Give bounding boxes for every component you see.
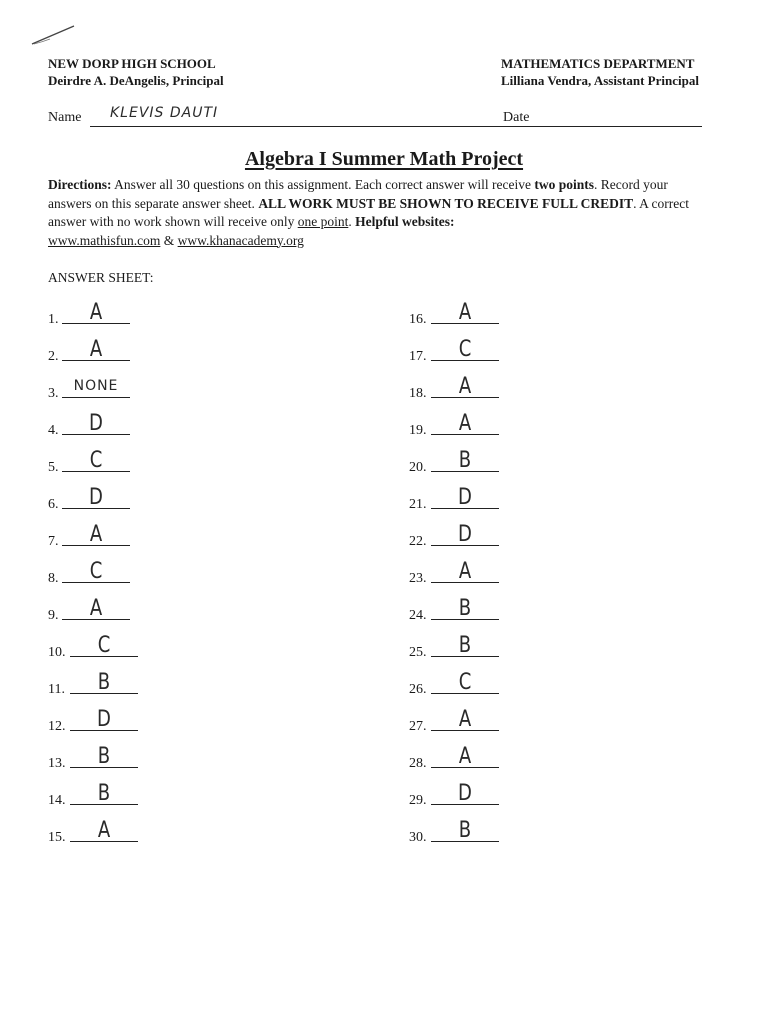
directions-bold-points: two points [534,177,595,192]
handwritten-answer: A [89,300,103,325]
answer-row [48,485,168,515]
answer-row [409,670,529,700]
handwritten-answer: D [89,411,103,436]
handwritten-answer: C [458,670,472,695]
answer-row [48,337,168,367]
handwritten-answer: C [89,448,103,473]
handwritten-answer: A [458,300,472,325]
answer-number: 15. [48,830,66,845]
handwritten-answer: A [89,596,103,621]
link-separator: & [160,232,178,248]
answer-number: 4. [48,423,59,438]
answer-number: 14. [48,793,66,808]
assistant-principal-name: Lilliana Vendra, Assistant Principal [501,73,699,88]
handwritten-answer: NONE [73,378,119,394]
handwritten-answer: C [97,633,111,658]
handwritten-answer: D [89,485,103,510]
directions-text-2: . Record your answers on this separate answer sheet. [48,177,668,211]
answer-row [48,300,168,330]
name-handwritten-value: KLEVIS DAUTI [110,105,219,121]
answer-number: 5. [48,460,59,475]
answer-number: 12. [48,719,66,734]
answer-number: 26. [409,682,427,697]
answer-number: 24. [409,608,427,623]
answer-row [409,781,529,811]
answer-row [409,300,529,330]
answer-row [409,818,529,848]
answer-number: 20. [409,460,427,475]
handwritten-answer: A [89,522,103,547]
answer-sheet-heading: ANSWER SHEET: [48,270,154,285]
answer-row [409,596,529,626]
handwritten-answer: A [458,411,472,436]
handwritten-answer: B [458,596,472,621]
answer-number: 18. [409,386,427,401]
handwritten-answer: D [97,707,111,732]
answer-number: 7. [48,534,59,549]
link-mathisfun[interactable]: www.mathisfun.com [48,232,161,248]
answer-row [409,374,529,404]
answer-number: 19. [409,423,427,438]
link-khanacademy[interactable]: www.khanacademy.org [177,232,304,248]
page-title: Algebra I Summer Math Project [244,148,524,170]
handwritten-answer: C [89,559,103,584]
answer-number: 2. [48,349,59,364]
answer-number: 30. [409,830,427,845]
answer-row [48,448,168,478]
handwritten-answer: B [458,448,472,473]
answer-row [409,485,529,515]
answer-row [409,337,529,367]
answer-row [48,781,168,811]
handwritten-answer: D [458,485,472,510]
answer-number: 6. [48,497,59,512]
date-label: Date [503,110,530,125]
answer-row [48,707,168,737]
answer-row [48,818,168,848]
answer-row [48,559,168,589]
directions-underlined-one-point: one point [297,214,349,229]
answer-number: 17. [409,349,427,364]
answer-number: 1. [48,312,59,327]
answer-number: 8. [48,571,59,586]
answer-number: 3. [48,386,59,401]
answer-blank-line[interactable] [62,397,130,398]
handwritten-answer: A [458,374,472,399]
answer-row [48,633,168,663]
directions-text-3: . A correct answer with no work shown will receive only [48,195,690,229]
answer-number: 23. [409,571,427,586]
answer-number: 11. [48,682,65,697]
handwritten-answer: B [97,781,111,806]
answer-row [48,411,168,441]
handwritten-answer: B [97,670,111,695]
answer-row [409,633,529,663]
handwritten-answer: A [97,818,111,843]
handwritten-answer: D [458,522,472,547]
answer-row [48,374,168,404]
answer-number: 10. [48,645,66,660]
department-name: MATHEMATICS DEPARTMENT [501,56,695,71]
answer-row [409,448,529,478]
handwritten-answer: A [458,559,472,584]
handwritten-answer: A [458,707,472,732]
handwritten-answer: A [458,744,472,769]
directions-text-1: Answer all 30 questions on this assignment. Each correct answer will receive [111,177,535,192]
answer-number: 16. [409,312,427,327]
answer-row [409,744,529,774]
answer-number: 9. [48,608,59,623]
answer-row [409,522,529,552]
answer-number: 27. [409,719,427,734]
directions-bold-work: ALL WORK MUST BE SHOWN TO RECEIVE FULL CREDIT [258,195,634,211]
handwritten-answer: A [89,337,103,362]
answer-row [409,559,529,589]
handwritten-answer: D [458,781,472,806]
school-name: NEW DORP HIGH SCHOOL [48,56,216,71]
answer-number: 25. [409,645,427,660]
answer-number: 29. [409,793,427,808]
directions-helpful-websites: Helpful websites: [355,214,455,229]
answer-row [48,670,168,700]
directions-text-4: . [348,214,356,229]
handwritten-answer: C [458,337,472,362]
answer-row [48,596,168,626]
handwritten-answer: B [97,744,111,769]
answer-number: 28. [409,756,427,771]
handwritten-answer: B [458,818,472,843]
answer-number: 22. [409,534,427,549]
answer-row [48,744,168,774]
answer-row [409,707,529,737]
directions-label: Directions: [48,177,112,192]
answer-number: 13. [48,756,66,771]
handwritten-answer: B [458,633,472,658]
principal-name: Deirdre A. DeAngelis, Principal [48,73,224,88]
answer-row [48,522,168,552]
answer-row [409,411,529,441]
answer-number: 21. [409,497,427,512]
name-label: Name [48,110,82,125]
